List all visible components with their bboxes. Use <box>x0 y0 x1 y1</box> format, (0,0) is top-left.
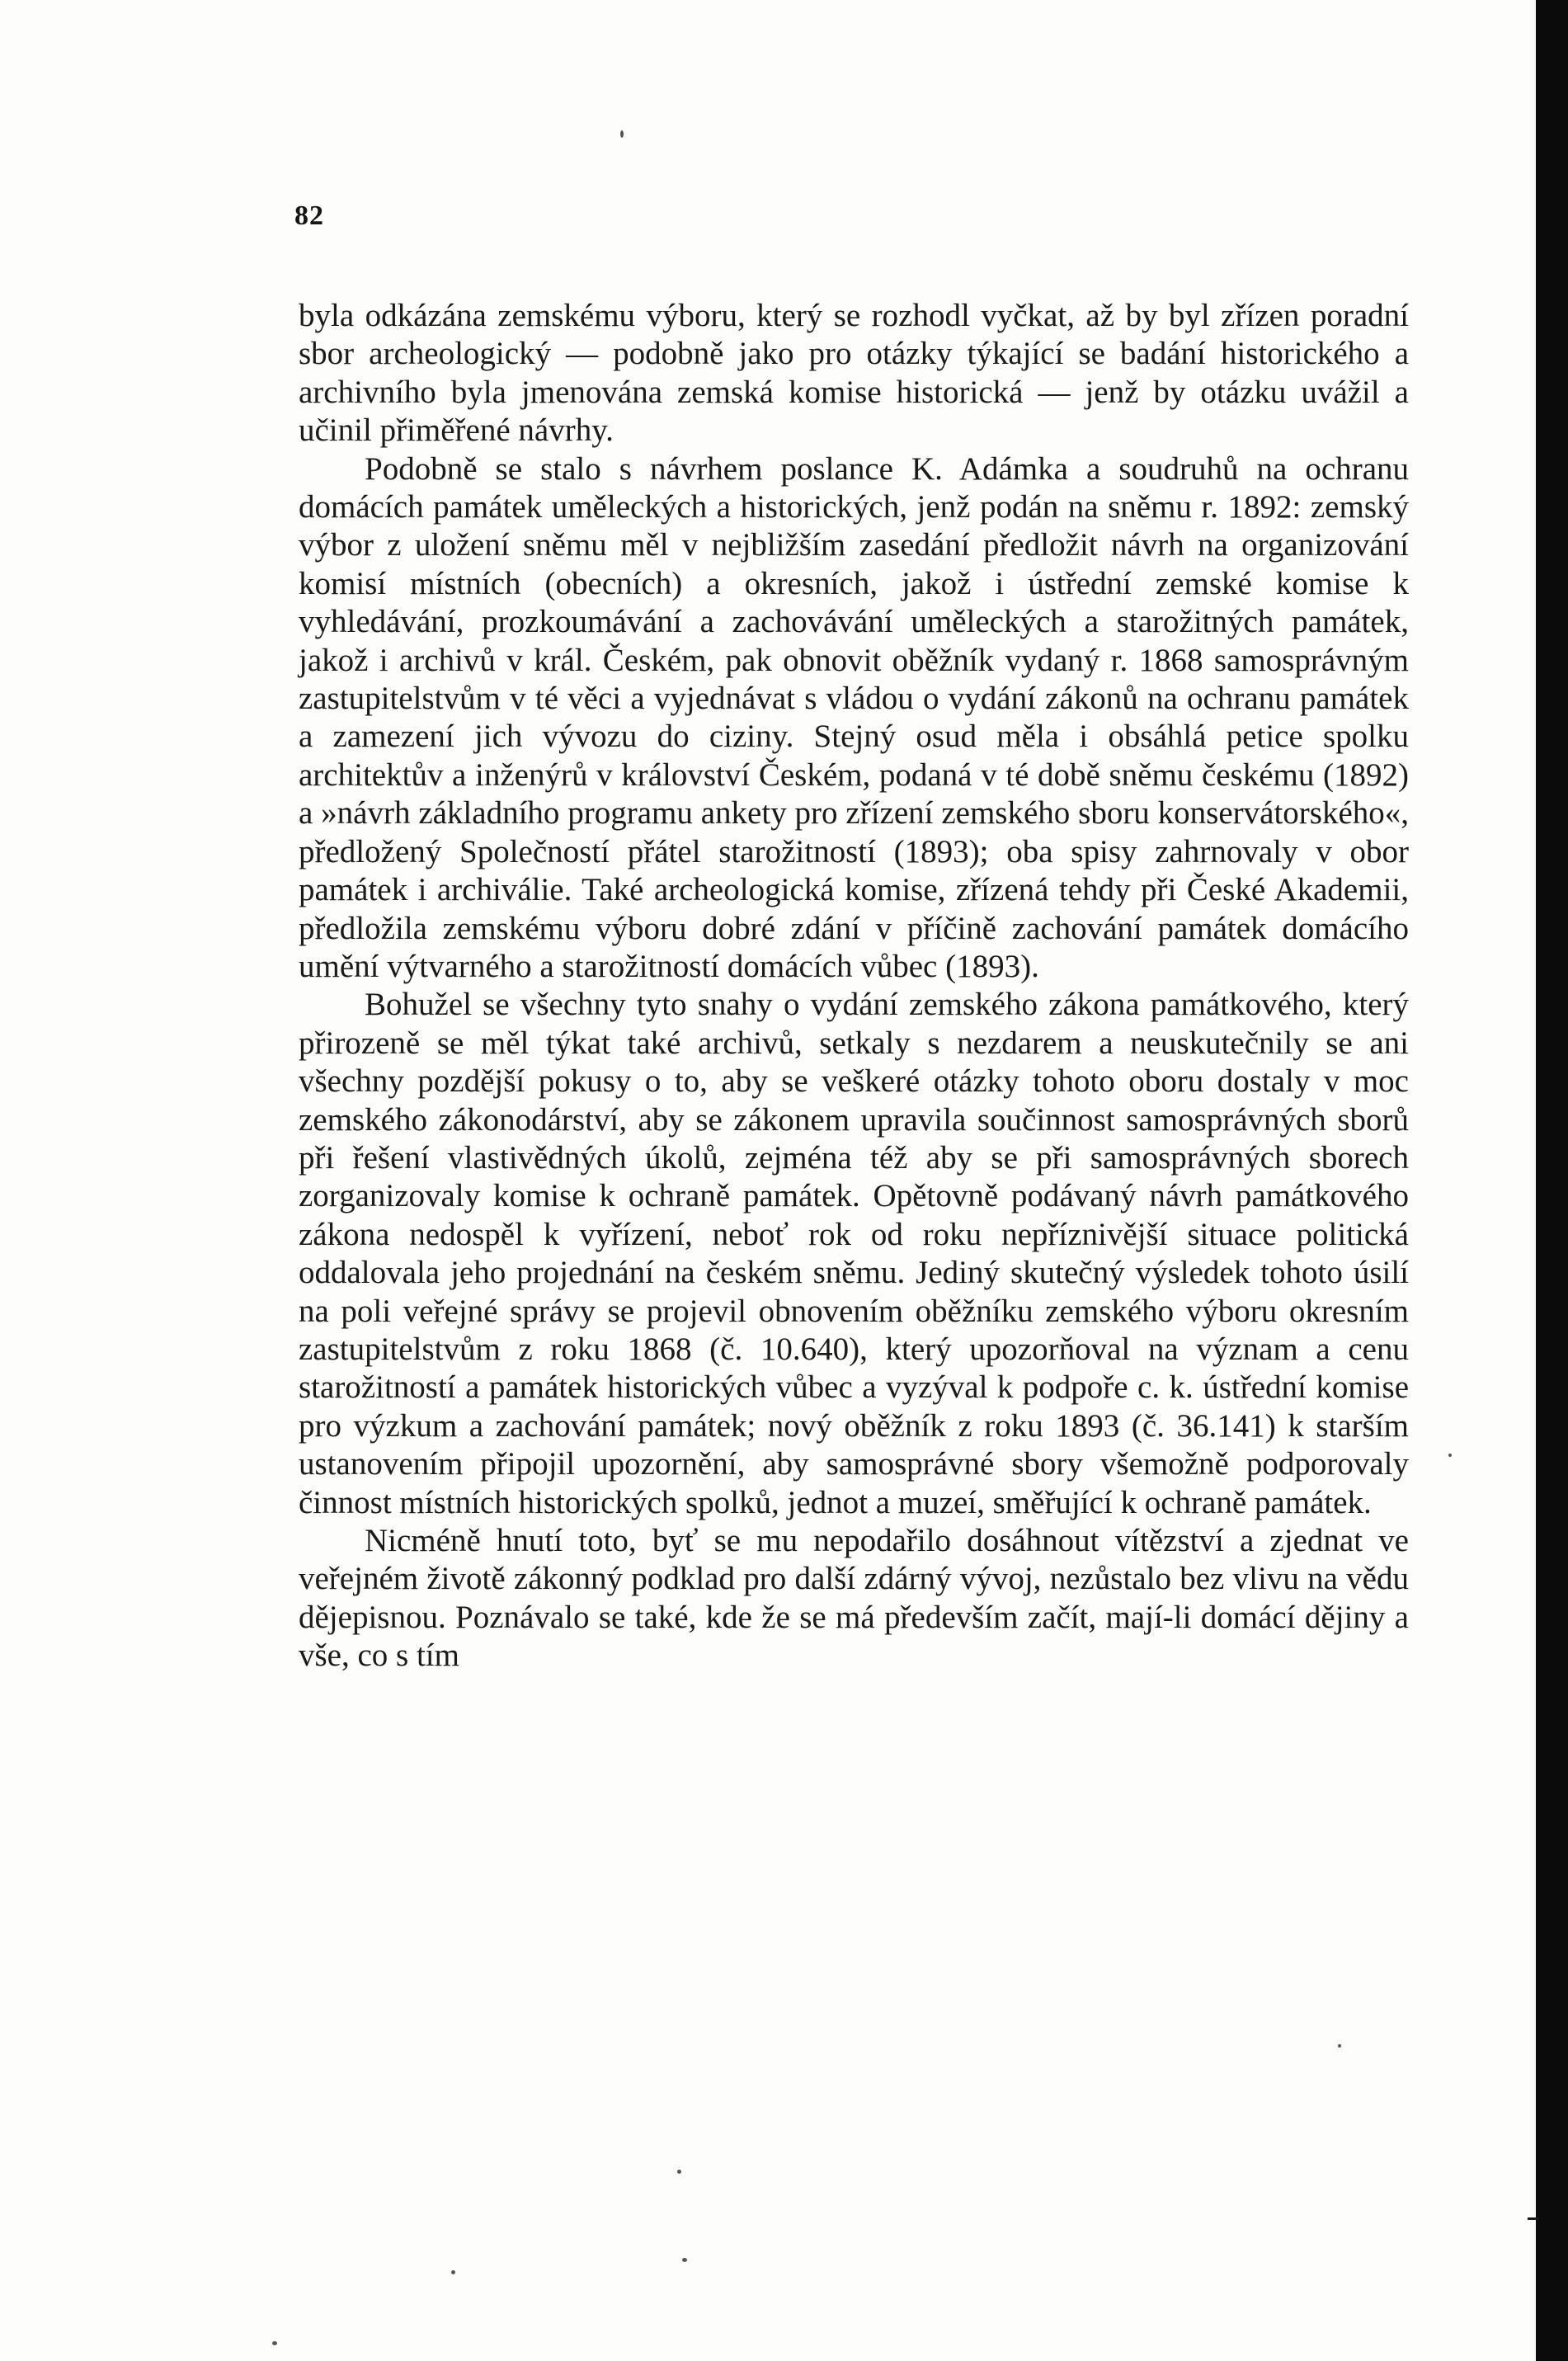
scan-speck <box>1338 2044 1341 2048</box>
scan-speck <box>272 2341 277 2345</box>
paragraph-3: Bohužel se všechny tyto snahy o vydání zemského zákona památkového, který přirozeně se měl týkat také archivů, setkaly s nezdarem a neuskutečnily se ani všechny pozdější pokusy o to, aby se veškeré otázky tohoto oboru dostaly v moc zemského zákonodárství, aby se zákonem upravila součinnost samosprávných sborů při řešení vlastivědných úkolů, zejména též aby se při samosprávných sborech zorganizovaly komise k ochraně památek. Opětovně podávaný návrh památkového zákona nedospěl k vyřízení, neboť rok od roku nepříznivější situace politická oddalovala jeho projednání na českém sněmu. Jediný skutečný výsledek tohoto úsilí na poli veřejné správy se projevil obnovením oběžníku zemského výboru okresním zastupitelstvům z roku 1868 (č. 10.640), který upozorňoval na význam a cenu starožitností a památek historických vůbec a vyzýval k podpoře c. k. ústřední komise pro výzkum a zachování památek; nový oběžník z roku 1893 (č. 36.141) k starším ustanovením připojil upozornění, aby samosprávné sbory všemožně podporovaly činnost místních historických spolků, jednot a muzeí, směřující k ochraně památek. <box>299 987 1409 1520</box>
page-number: 82 <box>294 200 324 231</box>
paragraph-1: byla odkázána zemskému výboru, který se rozhodl vyčkat, až by byl zřízen poradní sbor archeologický — podobně jako pro otázky týkající se badání historického a archivního byla jmenována zemská komise historická — jenž by otázku uvážil a učinil přiměřené návrhy. <box>299 298 1409 449</box>
scan-speck <box>682 2258 687 2262</box>
scan-border <box>1536 0 1568 2361</box>
scan-speck <box>677 2170 681 2174</box>
paragraph-4: Nicméně hnutí toto, byť se mu nepodařilo dosáhnout vítězství a zjednat ve veřejném životě zákonný podklad pro další zdárný vývoj, nezůstalo bez vlivu na vědu dějepisnou. Poznávalo se také, kde že se má především začít, mají-li domácí dějiny a vše, co s tím <box>299 1523 1409 1674</box>
scan-speck <box>620 130 624 138</box>
body-text <box>299 297 1409 1675</box>
scan-edge-mark <box>1528 2217 1539 2220</box>
paragraph-2: Podobně se stalo s návrhem poslance K. Adámka a soudruhů na ochranu domácích památek uměleckých a historických, jenž podán na sněmu r. 1892: zemský výbor z uložení sněmu měl v nejbližším zasedání předložit návrh na organizování komisí místních (obecních) a okresních, jakož i ústřední zemské komise k vyhledávání, prozkoumávání a zachovávání uměleckých a starožitných památek, jakož i archivů v král. Českém, pak obnovit oběžník vydaný r. 1868 samosprávným zastupitelstvům v té věci a vyjednávat s vládou o vydání zákonů na ochranu památek a zamezení jich vývozu do ciziny. Stejný osud měla i obsáhlá petice spolku architektův a inženýrů v království Českém, podaná v té době sněmu českému (1892) a »návrh základního programu ankety pro zřízení zemského sboru konservátorského«, předložený Společností přátel starožitností (1893); oba spisy zahrnovaly v obor památek i archiválie. Také archeologická komise, zřízená tehdy při České Akademii, předložila zemskému výboru dobré zdání v příčině zachování památek domácího umění výtvarného a starožitností domácích vůbec (1893). <box>299 450 1409 984</box>
scan-speck <box>1448 1454 1452 1457</box>
scan-speck <box>451 2270 455 2274</box>
